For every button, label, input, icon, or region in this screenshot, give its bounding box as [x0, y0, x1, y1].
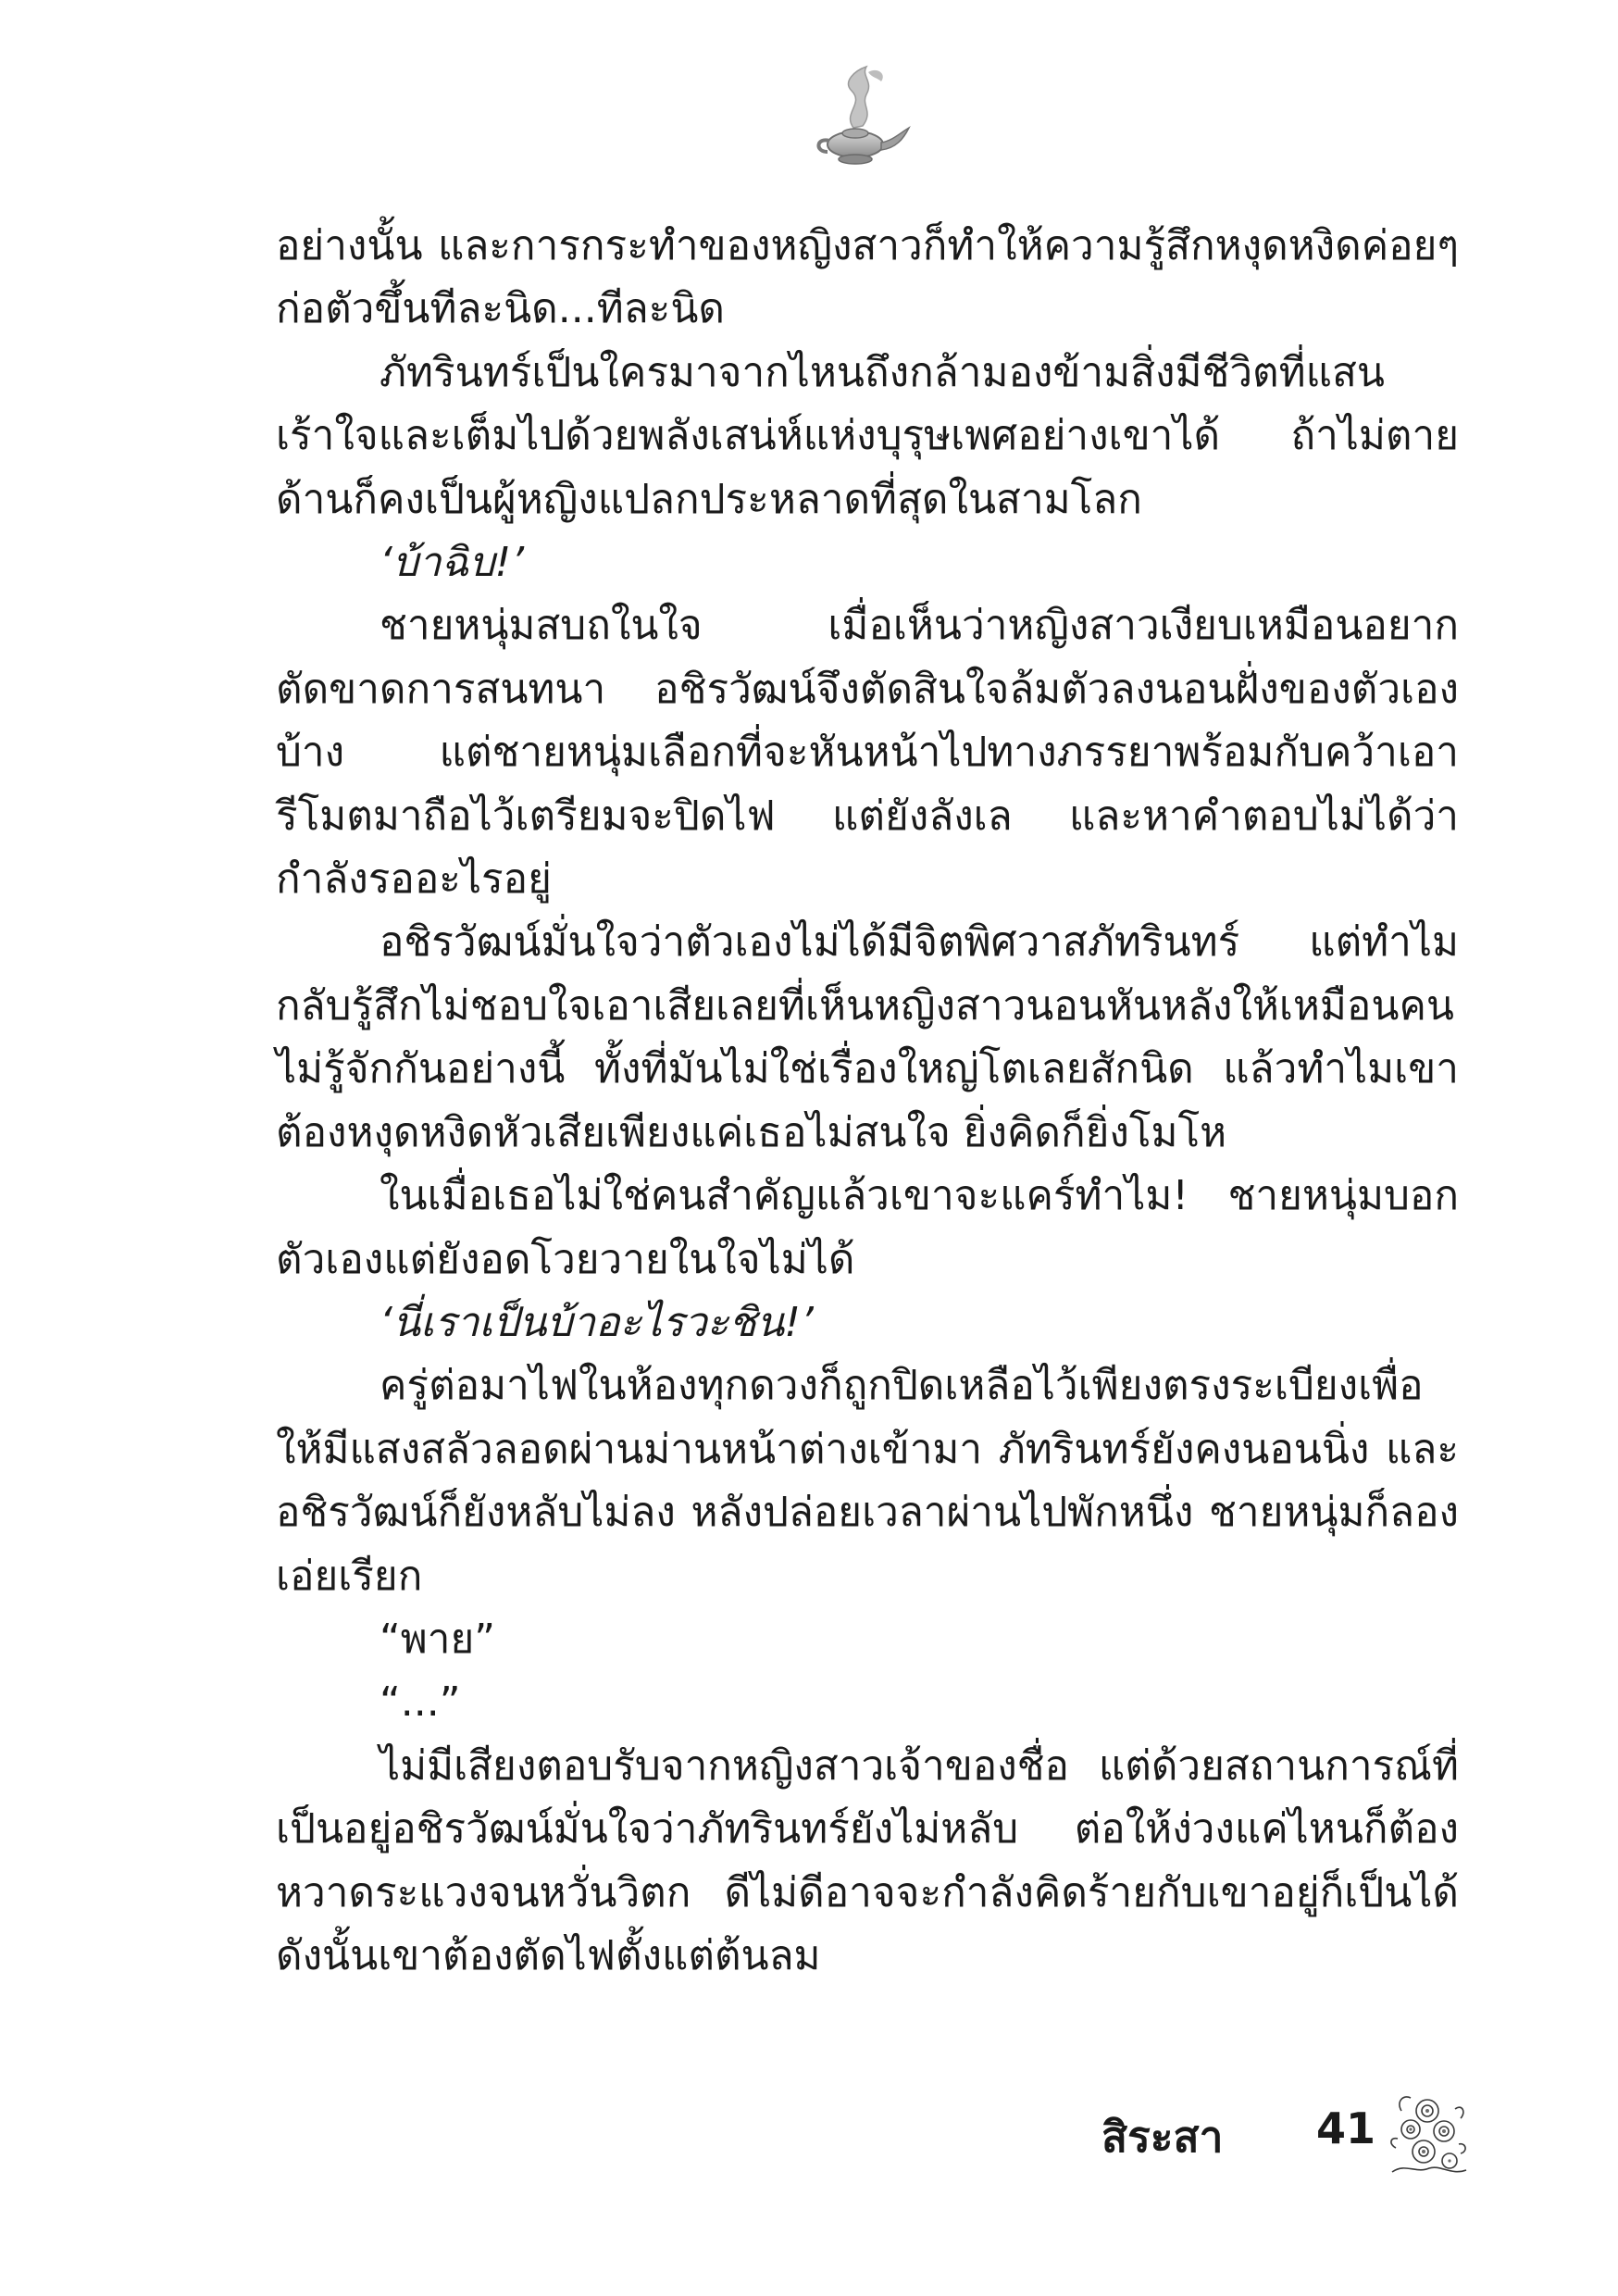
page-number: 41: [1316, 2103, 1376, 2153]
page-footer: [1101, 2083, 1472, 2194]
paragraph: ชายหนุ่มสบถในใจ เมื่อเห็นว่าหญิงสาวเงียบเหมือนอยากตัดขาดการสนทนา อชิรวัฒน์จึงตัดสินใจล้มตัวลงนอนฝั่งของตัวเองบ้าง แต่ชายหนุ่มเลือกที่จะหันหน้าไปทางภรรยาพร้อมกับคว้าเอารีโมตมาถือไว้เตรียมจะปิดไฟ แต่ยังลังเล และหาคำตอบไม่ได้ว่ากำลังรออะไรอยู่: [276, 602, 1459, 904]
body-text: [276, 215, 1459, 1988]
paragraph: “...”: [380, 1678, 461, 1727]
floral-ornament-icon: [1383, 2083, 1472, 2185]
paragraph: ครู่ต่อมาไฟในห้องทุกดวงก็ถูกปิดเหลือไว้เพียงตรงระเบียงเพื่อให้มีแสงสลัวลอดผ่านม่านหน้าต่างเข้ามา ภัทรินทร์ยังคงนอนนิ่ง และอชิรวัฒน์ก็ยังหลับไม่ลง หลังปล่อยเวลาผ่านไปพักหนึ่ง ชายหนุ่มก็ลองเอ่ยเรียก: [276, 1362, 1459, 1600]
paragraph: ‘บ้าฉิบ!’: [380, 539, 525, 587]
paragraph: ภัทรินทร์เป็นใครมาจากไหนถึงกล้ามองข้ามสิ่งมีชีวิตที่แสนเร้าใจและเต็มไปด้วยพลังเสน่ห์แห่งบุรุษเพศอย่างเขาได้ ถ้าไม่ตายด้านก็คงเป็นผู้หญิงแปลกประหลาดที่สุดในสามโลก: [276, 348, 1459, 523]
genie-lamp-icon: [796, 54, 916, 174]
paragraph: ‘นี่เราเป็นบ้าอะไรวะชิน!’: [380, 1298, 814, 1346]
book-title: สิระสา: [1101, 2112, 1224, 2162]
paragraph: อย่างนั้น และการกระทำของหญิงสาวก็ทำให้ความรู้สึกหงุดหงิดค่อยๆ ก่อตัวขึ้นทีละนิด...ทีละนิด: [276, 222, 1459, 333]
paragraph: ไม่มีเสียงตอบรับจากหญิงสาวเจ้าของชื่อ แต่ด้วยสถานการณ์ที่เป็นอยู่อชิรวัฒน์มั่นใจว่าภัทรินทร์ยังไม่หลับ ต่อให้ง่วงแค่ไหนก็ต้องหวาดระแวงจนหวั่นวิตก ดีไม่ดีอาจจะกำลังคิดร้ายกับเขาอยู่ก็เป็นได้ ดังนั้นเขาต้องตัดไฟตั้งแต่ต้นลม: [276, 1741, 1459, 1979]
paragraph: “พาย”: [380, 1615, 496, 1663]
paragraph: ในเมื่อเธอไม่ใช่คนสำคัญแล้วเขาจะแคร์ทำไม! ชายหนุ่มบอกตัวเองแต่ยังอดโวยวายในใจไม่ได้: [276, 1172, 1459, 1283]
paragraph: อชิรวัฒน์มั่นใจว่าตัวเองไม่ได้มีจิตพิศวาสภัทรินทร์ แต่ทำไมกลับรู้สึกไม่ชอบใจเอาเสียเลยที่เห็นหญิงสาวนอนหันหลังให้เหมือนคนไม่รู้จักกันอย่างนี้ ทั้งที่มันไม่ใช่เรื่องใหญ่โตเลยสักนิด แล้วทำไมเขาต้องหงุดหงิดหัวเสียเพียงแค่เธอไม่สนใจ ยิ่งคิดก็ยิ่งโมโห: [276, 918, 1459, 1156]
